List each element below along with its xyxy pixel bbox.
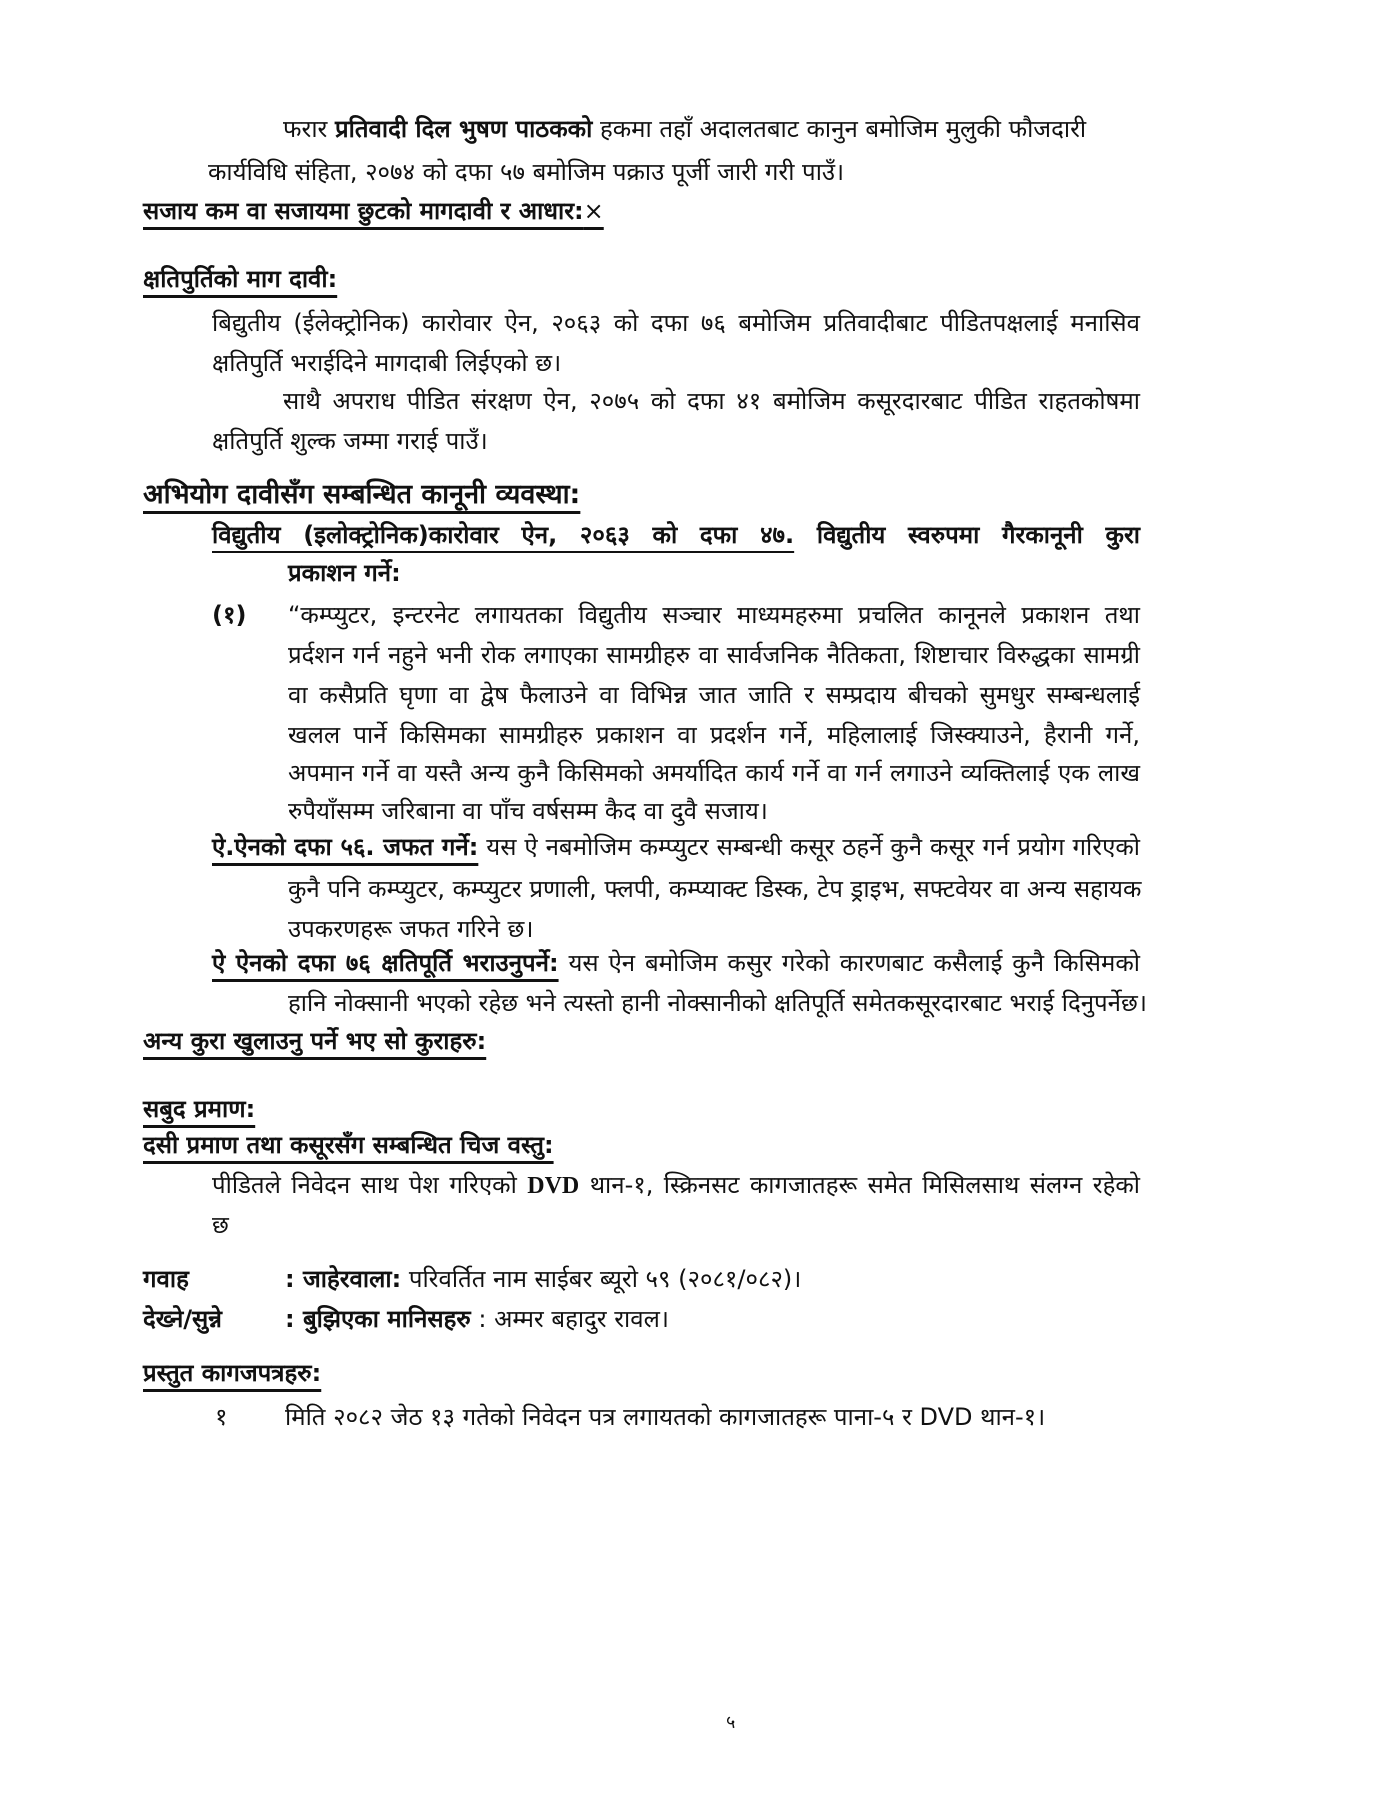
section76-title: ऐ ऐनको दफा ७६ क्षतिपूर्ति भराउनुपर्ने: [212,949,559,977]
witness-role: : जाहेरवाला: [285,1265,402,1293]
exhibits-line2: छ [212,1211,229,1239]
section47-title-underlined: विद्युतीय (इलोक्ट्रोनिक)कारोवार ऐन, २०६३ को दफा ४७. [212,521,795,549]
section47-line: वा कसैप्रति घृणा वा द्वेष फैलाउने वा विभिन्न जात जाति र सम्प्रदाय बीचको सुमधुर सम्बन्धलाई [288,681,1140,709]
witness-entry [285,1302,669,1336]
section47-line: रुपैयाँसम्म जरिबाना वा पाँच वर्षसम्म कैद वा दुवै सजाय। [288,797,768,825]
text: पीडितले निवेदन साथ पेश गरिएको [212,1171,528,1199]
witness-label: देख्ने/सुन्ने [143,1305,222,1333]
compensation-para1-line1: बिद्युतीय (ईलेक्ट्रोनिक) कारोवार ऐन, २०६३ को दफा ७६ बमोजिम प्रतिवादीबाट पीडितपक्षलाई मनासिव [212,309,1140,337]
document-item-number: १ [215,1403,228,1431]
section56-line3: उपकरणहरू जफत गरिने छ। [288,915,534,943]
text: हकमा तहाँ अदालतबाट कानुन बमोजिम मुलुकी फौजदारी [592,115,1087,143]
witness-value: परिवर्तित नाम साईबर ब्यूरो ५९ (२०८१/०८२)। [401,1265,802,1293]
arrest-request-line1 [283,112,1086,146]
compensation-heading: क्षतिपुर्तिको माग दावी: [143,265,338,293]
sentence-reduction-heading [143,194,604,228]
section47-line: “कम्प्युटर, इन्टरनेट लगायतका विद्युतीय सञ्चार माध्यमहरुमा प्रचलित कानूनले प्रकाशन तथा [288,601,1140,629]
exhibits-line1 [212,1168,1140,1203]
witness-label: गवाह [143,1265,189,1293]
clause-number: (१) [212,601,247,629]
documents-heading: प्रस्तुत कागजपत्रहरु: [143,1359,322,1387]
text: थान-१, स्क्रिनसट कागजातहरू समेत मिसिलसाथ संलग्न रहेको [579,1171,1140,1199]
section56-line1 [212,830,1140,864]
defendant-name: प्रतिवादी दिल भुषण पाठकको [334,115,593,143]
witness-role: : बुझिएका मानिसहरु [285,1305,471,1333]
compensation-para1-line2: क्षतिपुर्ति भराईदिने मागदाबी लिईएको छ। [212,349,562,377]
other-matters-heading: अन्य कुरा खुलाउनु पर्ने भए सो कुराहरु: [143,1027,487,1055]
section76-line2: हानि नोक्सानी भएको रहेछ भने त्यस्तो हानी नोक्सानीको क्षतिपूर्ति समेतकसूरदारबाट भराई दिनुपर्नेछ। [288,989,1147,1017]
section76-text: यस ऐन बमोजिम कसुर गरेको कारणबाट कसैलाई कुनै किसिमको [558,949,1140,977]
witness-value: : अम्मर बहादुर रावल। [470,1305,669,1333]
value: × [583,197,604,225]
legal-provisions-heading: अभियोग दावीसँग सम्बन्धित कानूनी व्यवस्था: [143,479,581,510]
section47-title-line2: प्रकाशन गर्ने: [288,559,401,587]
section56-title: ऐ.ऐनको दफा ५६. जफत गर्ने: [212,833,479,861]
section76-line1 [212,946,1140,980]
section47-title [212,518,1140,552]
compensation-para2-line2: क्षतिपुर्ति शुल्क जम्मा गराई पाउँ। [212,427,488,455]
section56-text: यस ऐ नबमोजिम कम्प्युटर सम्बन्धी कसूर ठहर्ने कुनै कसूर गर्न प्रयोग गरिएको [478,833,1140,861]
exhibits-heading: दसी प्रमाण तथा कसूरसँग सम्बन्धित चिज वस्तु: [143,1131,554,1159]
dvd-label: DVD [527,1173,580,1199]
section47-line: अपमान गर्ने वा यस्तै अन्य कुनै किसिमको अमर्यादित कार्य गर्ने वा गर्न लगाउने व्यक्तिलाई एक लाख [288,759,1140,787]
compensation-para2-line1: साथै अपराध पीडित संरक्षण ऐन, २०७५ को दफा ४१ बमोजिम कसूरदारबाट पीडित राहतकोषमा [283,387,1140,415]
section56-line2: कुनै पनि कम्प्युटर, कम्प्युटर प्रणाली, फ्लपी, कम्प्याक्ट डिस्क, टेप ड्राइभ, सफ्टवेयर वा अन्य सहायक [288,875,1142,903]
witness-entry [285,1262,801,1296]
section47-line: खलल पार्ने किसिमका सामग्रीहरु प्रकाशन वा प्रदर्शन गर्ने, महिलालाई जिस्क्याउने, हैरानी गर्ने, [288,721,1140,749]
arrest-request-line2: कार्यविधि संहिता, २०७४ को दफा ५७ बमोजिम पक्राउ पूर्जी जारी गरी पाउँ। [208,158,845,186]
heading-text: सजाय कम वा सजायमा छुटको मागदावी र आधार: [143,197,584,225]
document-item-text: मिति २०८२ जेठ १३ गतेको निवेदन पत्र लगायतको कागजातहरू पाना-५ र DVD थान-१। [285,1403,1046,1431]
documentary-evidence-heading: सबुद प्रमाण: [143,1095,256,1123]
text: फरार [283,115,335,143]
page-number: ५ [726,1712,736,1733]
section47-title-rest: विद्युतीय स्वरुपमा गैरकानूनी कुरा [794,521,1140,549]
section47-line: प्रर्दशन गर्न नहुने भनी रोक लगाएका सामग्रीहरु वा सार्वजनिक नैतिकता, शिष्टाचार विरुद्धका सामग्री [288,641,1140,669]
